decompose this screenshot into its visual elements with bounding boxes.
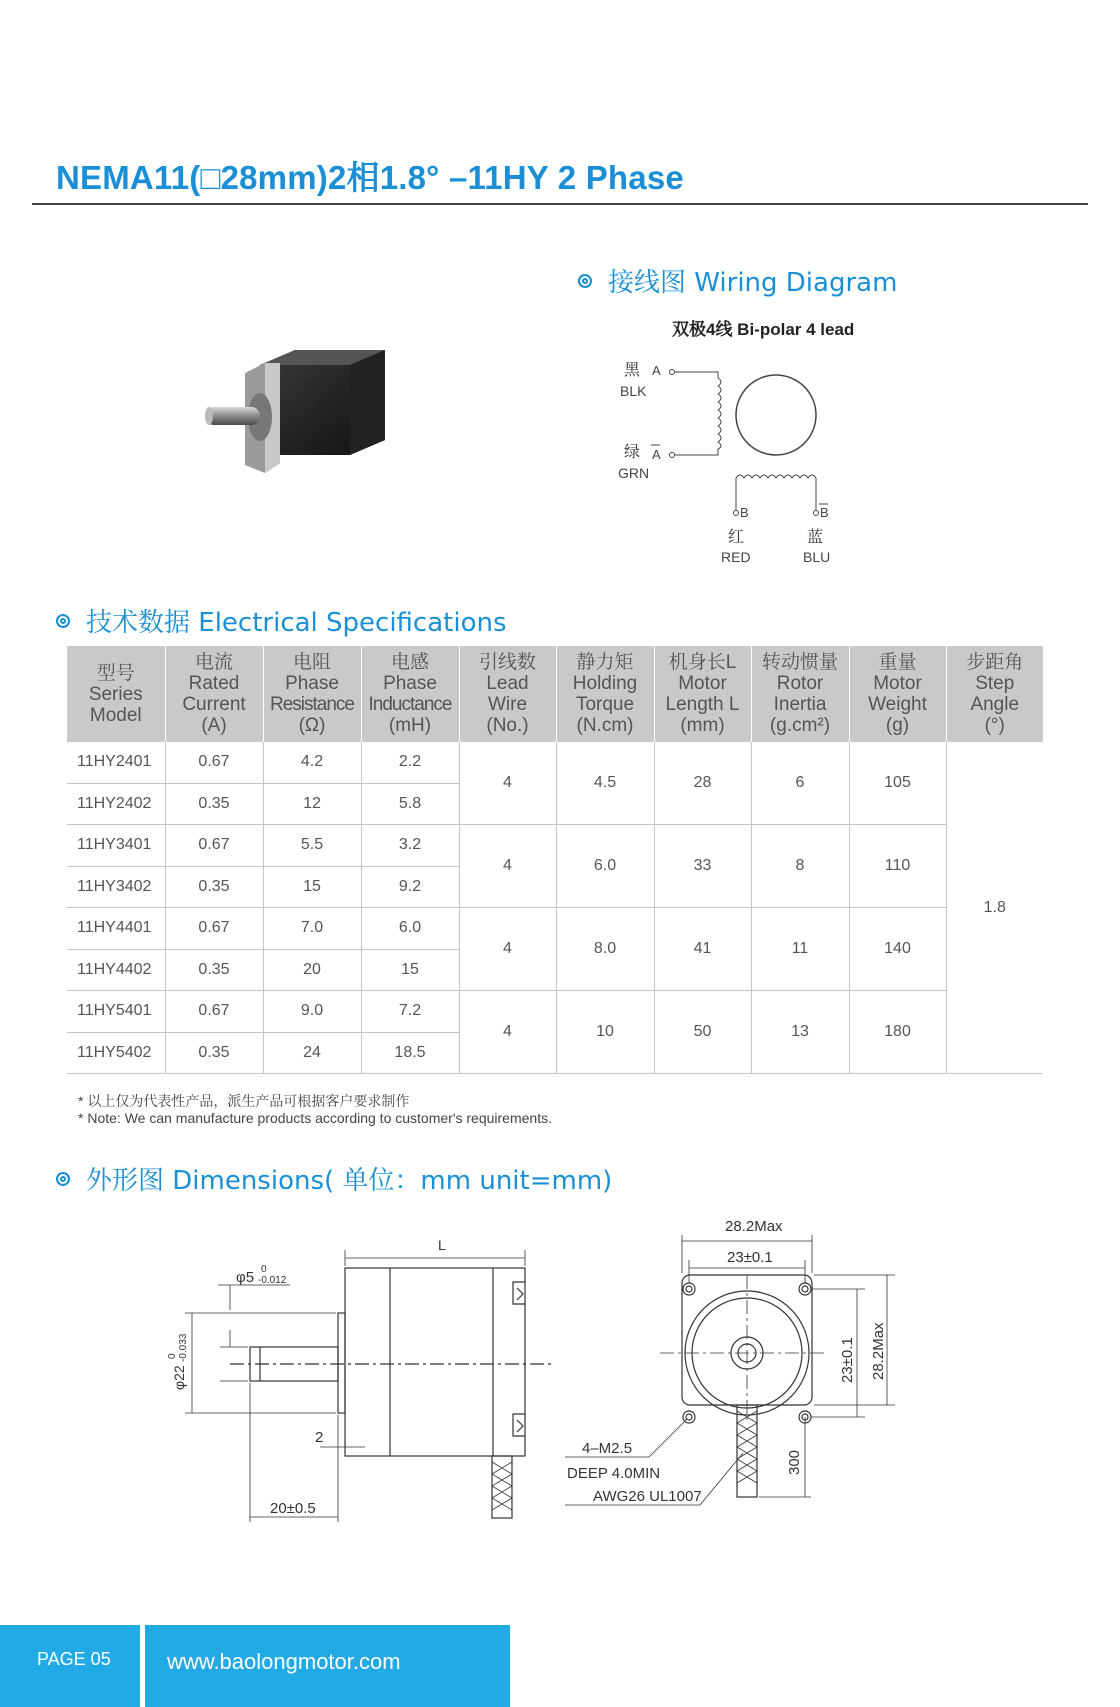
cell-motor-weight: 140 — [849, 908, 946, 991]
cell-model: 11HY5401 — [67, 991, 165, 1033]
cell-model: 11HY3402 — [67, 866, 165, 908]
cell-motor-length: 41 — [654, 908, 751, 991]
cell-rotor-inertia: 13 — [751, 991, 849, 1074]
dim-shaft-tol-lower: -0.012 — [258, 1275, 287, 1286]
cell-current: 0.67 — [165, 991, 263, 1033]
cell-resistance: 20 — [263, 949, 361, 991]
terminal-en-blu: BLU — [803, 549, 831, 565]
cell-motor-length: 50 — [654, 991, 751, 1074]
cell-model: 11HY4401 — [67, 908, 165, 950]
terminal-en-blk: BLK — [620, 383, 647, 399]
cell-motor-weight: 180 — [849, 991, 946, 1074]
table-row — [67, 825, 1043, 867]
cell-current: 0.35 — [165, 783, 263, 825]
cell-model: 11HY3401 — [67, 825, 165, 867]
dim-shaft-length: 20±0.5 — [270, 1500, 316, 1517]
cell-rotor-inertia: 8 — [751, 825, 849, 908]
cell-lead-wire: 4 — [459, 742, 556, 825]
cell-current: 0.35 — [165, 866, 263, 908]
cell-inductance: 6.0 — [361, 908, 459, 950]
terminal-cn-blk: 黑 — [624, 362, 641, 379]
dim-lead-length: 300 — [786, 1449, 803, 1475]
header-motor-length: 机身长L Motor Length L (mm) — [654, 646, 751, 742]
header-resistance: 电阻 Phase Resistance (Ω) — [263, 646, 361, 742]
dim-boss-diameter: φ22 — [171, 1365, 187, 1390]
wiring-diagram — [600, 310, 860, 570]
dim-thread-depth: DEEP 4.0MIN — [567, 1465, 661, 1482]
cell-resistance: 12 — [263, 783, 361, 825]
dim-flange-max-side: 28.2Max — [870, 1322, 887, 1380]
cell-current: 0.67 — [165, 825, 263, 867]
cell-motor-weight: 110 — [849, 825, 946, 908]
header-rotor-inertia: 转动惯量 Rotor Inertia (g.cm²) — [751, 646, 849, 742]
header-lead-wire: 引线数 Lead Wire (No.) — [459, 646, 556, 742]
spec-table — [67, 646, 1043, 1074]
header-holding-torque: 静力矩 Holding Torque (N.cm) — [556, 646, 654, 742]
front-view-drawing — [565, 1205, 905, 1525]
side-view-drawing — [167, 1230, 560, 1530]
dim-boss-tol-upper: 0 — [167, 1353, 178, 1359]
table-row — [67, 991, 1043, 1033]
dim-flange-max-top: 28.2Max — [725, 1218, 783, 1235]
dim-length-label: L — [438, 1237, 446, 1253]
cell-model: 11HY2402 — [67, 783, 165, 825]
section-bullet-icon — [56, 1172, 70, 1186]
cell-inductance: 18.5 — [361, 1032, 459, 1074]
cell-current: 0.67 — [165, 742, 263, 783]
cell-step-angle: 1.8 — [946, 742, 1043, 1074]
cell-model: 11HY5402 — [67, 1032, 165, 1074]
section-bullet-icon — [578, 274, 592, 288]
terminal-en-grn: GRN — [618, 465, 650, 481]
cell-model: 11HY4402 — [67, 949, 165, 991]
spec-table-header — [67, 646, 1043, 742]
header-motor-weight: 重量 Motor Weight (g) — [849, 646, 946, 742]
cell-rotor-inertia: 6 — [751, 742, 849, 825]
title-divider — [32, 203, 1088, 205]
cell-lead-wire: 4 — [459, 991, 556, 1074]
cell-inductance: 5.8 — [361, 783, 459, 825]
motor-product-photo — [205, 345, 400, 475]
wiring-diagram-heading: 接线图 Wiring Diagram — [578, 262, 897, 299]
dim-shaft-tol-upper: 0 — [261, 1264, 267, 1275]
cell-holding-torque: 6.0 — [556, 825, 654, 908]
cell-resistance: 4.2 — [263, 742, 361, 783]
table-row — [67, 908, 1043, 950]
dim-wire-spec: AWG26 UL1007 — [593, 1488, 702, 1505]
pin-b: B — [740, 505, 749, 520]
cell-holding-torque: 4.5 — [556, 742, 654, 825]
dim-thread: 4–M2.5 — [582, 1440, 633, 1457]
cell-resistance: 9.0 — [263, 991, 361, 1033]
dim-shaft-diameter: φ5 — [236, 1269, 255, 1286]
pin-b-bar: B — [820, 505, 829, 520]
cell-inductance: 7.2 — [361, 991, 459, 1033]
cell-inductance: 2.2 — [361, 742, 459, 783]
cell-inductance: 9.2 — [361, 866, 459, 908]
wiring-subtitle: 双极4线 Bi-polar 4 lead — [672, 320, 855, 339]
cell-motor-length: 28 — [654, 742, 751, 825]
terminal-en-red: RED — [721, 549, 751, 565]
dimensions-heading: 外形图 Dimensions( 单位：mm unit=mm) — [56, 1160, 612, 1197]
page-number: PAGE 05 — [37, 1649, 111, 1669]
page-title: NEMA11(□28mm)2相1.8° –11HY 2 Phase — [56, 159, 684, 196]
pin-a-bar: A — [652, 447, 661, 462]
cell-lead-wire: 4 — [459, 908, 556, 991]
dim-boss-tol-lower: -0.033 — [178, 1333, 189, 1362]
cell-holding-torque: 8.0 — [556, 908, 654, 991]
cell-inductance: 15 — [361, 949, 459, 991]
cell-holding-torque: 10 — [556, 991, 654, 1074]
dim-boss-height: 2 — [315, 1429, 324, 1446]
header-inductance: 电感 Phase Inductance (mH) — [361, 646, 459, 742]
terminal-cn-red: 红 — [728, 529, 745, 546]
cell-rotor-inertia: 11 — [751, 908, 849, 991]
header-step-angle: 步距角 Step Angle (°) — [946, 646, 1043, 742]
header-model: 型号 Series Model — [67, 646, 165, 742]
section-bullet-icon — [56, 614, 70, 628]
cell-resistance: 7.0 — [263, 908, 361, 950]
dim-hole-pitch-top: 23±0.1 — [727, 1249, 773, 1266]
cell-resistance: 5.5 — [263, 825, 361, 867]
note-chinese: * 以上仅为代表性产品，派生产品可根据客户要求制作 — [78, 1093, 410, 1109]
cell-current: 0.35 — [165, 949, 263, 991]
header-current: 电流 Rated Current (A) — [165, 646, 263, 742]
cell-inductance: 3.2 — [361, 825, 459, 867]
cell-motor-weight: 105 — [849, 742, 946, 825]
pin-a: A — [652, 363, 661, 378]
cell-motor-length: 33 — [654, 825, 751, 908]
cell-current: 0.35 — [165, 1032, 263, 1074]
website-link[interactable]: www.baolongmotor.com — [167, 1649, 401, 1674]
dim-hole-pitch-side: 23±0.1 — [839, 1337, 856, 1383]
table-row — [67, 742, 1043, 783]
specs-heading: 技术数据 Electrical Specifications — [56, 602, 507, 639]
cell-lead-wire: 4 — [459, 825, 556, 908]
terminal-cn-grn: 绿 — [624, 444, 641, 461]
cell-model: 11HY2401 — [67, 742, 165, 783]
terminal-cn-blu: 蓝 — [807, 529, 824, 546]
note-english: * Note: We can manufacture products according to customer's requirements. — [78, 1110, 552, 1126]
cell-resistance: 15 — [263, 866, 361, 908]
cell-current: 0.67 — [165, 908, 263, 950]
cell-resistance: 24 — [263, 1032, 361, 1074]
